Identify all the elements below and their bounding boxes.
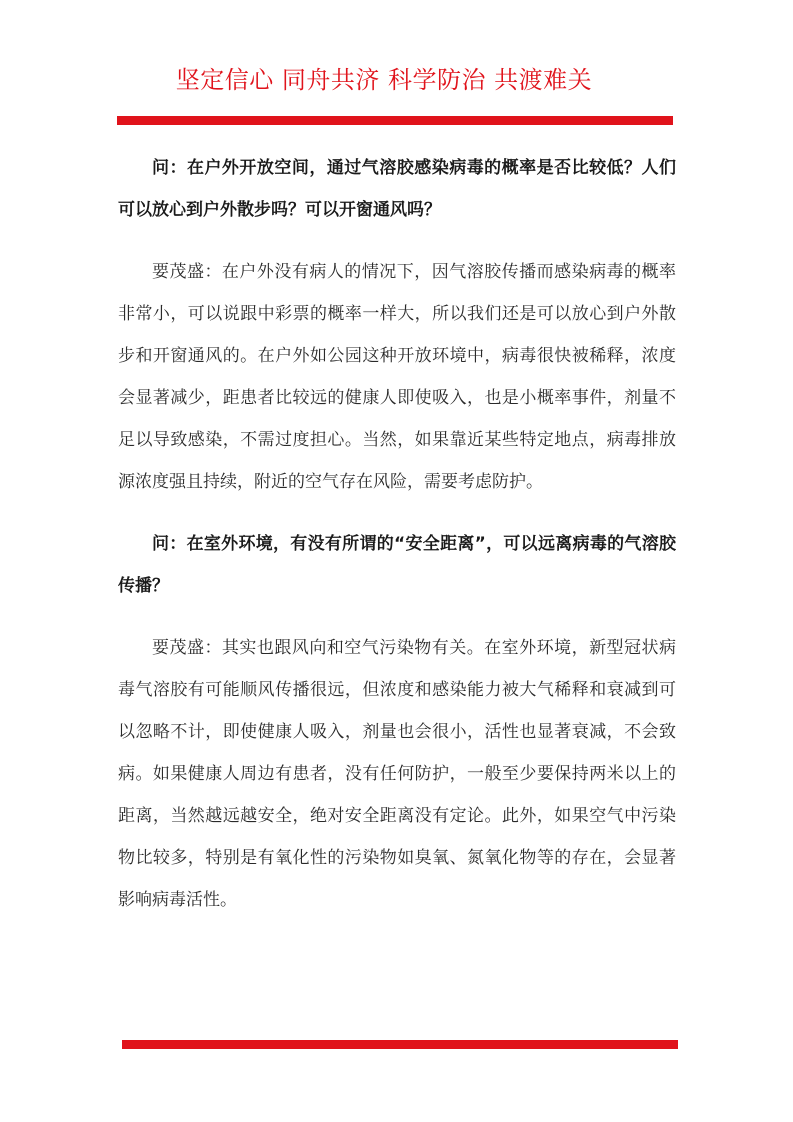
spacer <box>118 231 676 251</box>
question-1: 问：在户外开放空间，通过气溶胶感染病毒的概率是否比较低？人们可以放心到户外散步吗？可以开窗通风吗？ <box>118 158 676 220</box>
spacer <box>118 607 676 627</box>
question-2: 问：在室外环境，有没有所谓的“安全距离”，可以远离病毒的气溶胶传播？ <box>118 534 676 596</box>
bottom-divider <box>122 1040 678 1049</box>
article-body <box>118 147 676 921</box>
answer-2: 要茂盛：其实也跟风向和空气污染物有关。在室外环境，新型冠状病毒气溶胶有可能顺风传播很远，但浓度和感染能力被大气稀释和衰减到可以忽略不计，即使健康人吸入，剂量也会很小，活性也显著衰减，不会致病。如果健康人周边有患者，没有任何防护，一般至少要保持两米以上的距离，当然越远越安全，绝对安全距离没有定论。此外，如果空气中污染物比较多，特别是有氧化性的污染物如臭氧、氮氧化物等的存在，会显著影响病毒活性。 <box>118 638 676 910</box>
spacer <box>118 503 676 523</box>
answer-1: 要茂盛：在户外没有病人的情况下，因气溶胶传播而感染病毒的概率非常小，可以说跟中彩票的概率一样大，所以我们还是可以放心到户外散步和开窗通风的。在户外如公园这种开放环境中，病毒很快被稀释，浓度会显著减少，距患者比较远的健康人即使吸入，也是小概率事件，剂量不足以导致感染，不需过度担心。当然，如果靠近某些特定地点，病毒排放源浓度强且持续，附近的空气存在风险，需要考虑防护。 <box>118 262 676 492</box>
page-title: 坚定信心 同舟共济 科学防治 共渡难关 <box>175 66 593 94</box>
top-divider <box>117 116 673 125</box>
